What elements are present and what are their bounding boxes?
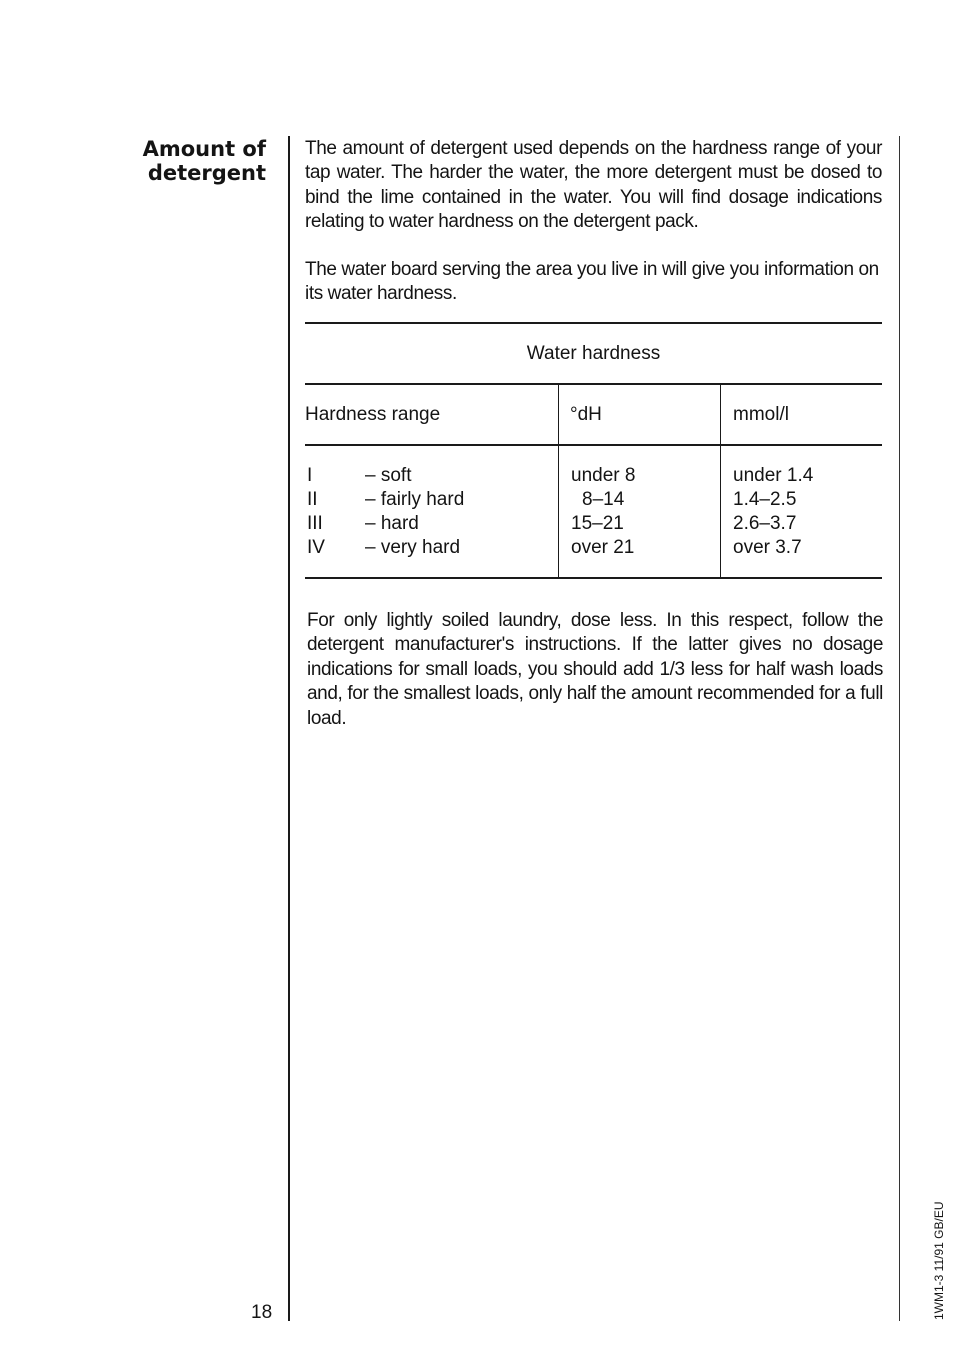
row-mmol: under 1.4 <box>733 465 814 486</box>
water-board-paragraph: The water board serving the area you live in will give you information on its water hardness. <box>305 259 879 305</box>
row-numeral: II <box>307 489 318 510</box>
section-heading-line2: detergent <box>147 161 266 185</box>
row-mmol: 1.4–2.5 <box>733 489 797 510</box>
header-hardness-range: Hardness range <box>305 404 441 425</box>
right-margin-rule <box>899 136 900 1321</box>
table-bottom-rule <box>305 577 882 579</box>
row-description: – soft <box>365 465 412 486</box>
row-dh: 8–14 <box>582 489 625 510</box>
row-dh: under 8 <box>571 465 636 486</box>
row-description: – very hard <box>365 537 461 558</box>
header-dh: °dH <box>570 404 602 425</box>
table-header-top-rule <box>305 383 882 385</box>
page-number: 18 <box>251 1302 273 1323</box>
row-numeral: I <box>307 465 313 486</box>
row-numeral: III <box>307 513 323 534</box>
section-heading <box>120 137 266 185</box>
row-numeral: IV <box>307 537 325 558</box>
light-soiling-paragraph: For only lightly soiled laundry, dose less. In this respect, follow the detergent manufacturer's instructions. If the latter gives no dosage indications for small loads, you should add 1/3 less for half wash loads and, for the smallest loads, only half the amount recommended for a full load. <box>307 610 883 729</box>
table-title: Water hardness <box>526 343 661 364</box>
row-description: – fairly hard <box>365 489 465 510</box>
section-heading-line1: Amount of <box>142 137 266 161</box>
row-mmol: over 3.7 <box>733 537 802 558</box>
row-mmol: 2.6–3.7 <box>733 513 797 534</box>
table-column-divider <box>720 384 721 578</box>
document-code: 1WM1-3 11/91 GB/EU <box>932 1201 946 1320</box>
table-column-divider <box>558 384 559 578</box>
table-header-bottom-rule <box>305 444 882 446</box>
row-description: – hard <box>365 513 419 534</box>
table-top-rule <box>305 322 882 324</box>
row-dh: over 21 <box>571 537 635 558</box>
left-margin-rule <box>288 136 290 1321</box>
row-dh: 15–21 <box>571 513 624 534</box>
header-mmol: mmol/l <box>733 404 789 425</box>
intro-paragraph: The amount of detergent used depends on the hardness range of your tap water. The harder the water, the more detergent must be dosed to bind the lime contained in the water. You will find dosage indications relating to water hardness on the detergent pack. <box>305 138 882 233</box>
